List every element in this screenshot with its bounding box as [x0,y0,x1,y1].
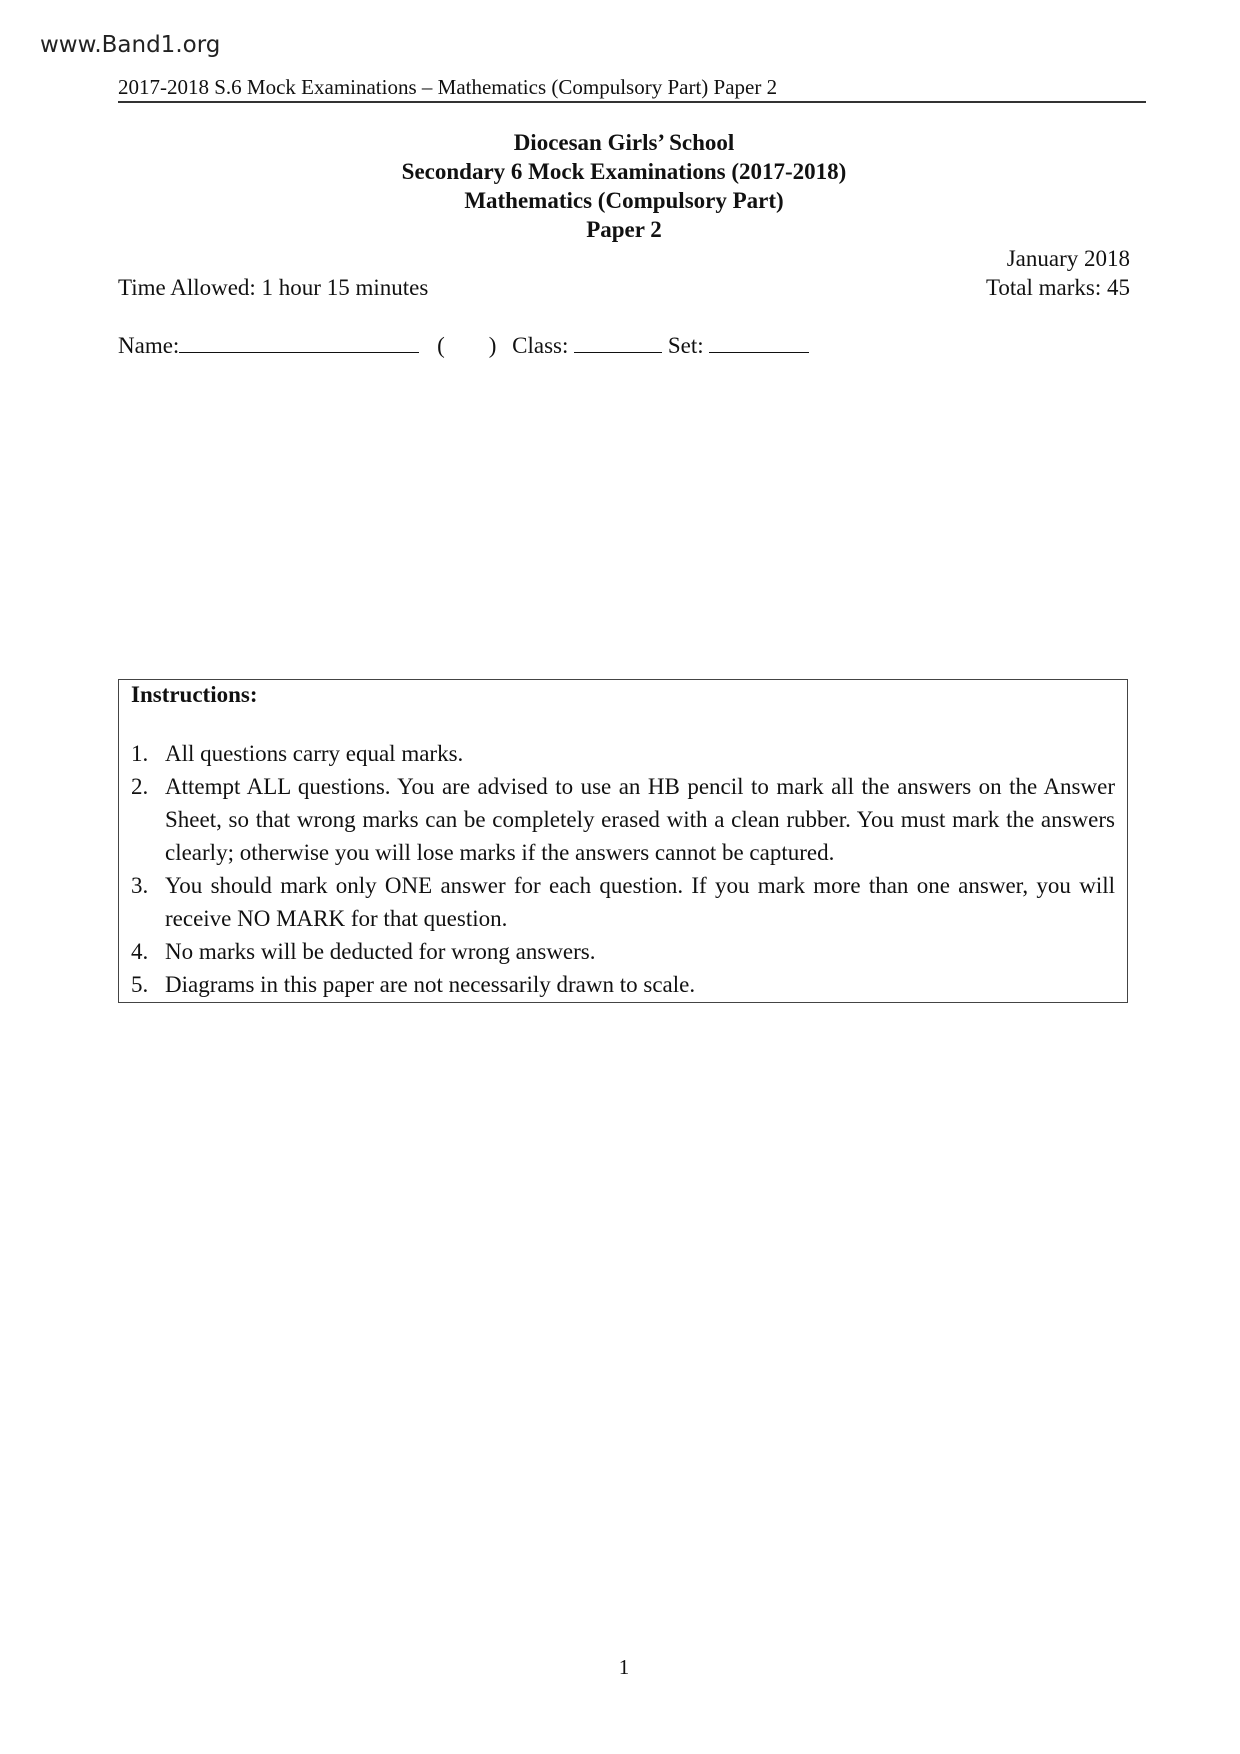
watermark-url: www.Band1.org [40,32,221,58]
class-number-close: ) [488,333,497,358]
class-number-open: ( [437,333,445,358]
instructions-heading: Instructions: [131,682,258,707]
instruction-item [131,968,1115,1001]
item-text: Attempt ALL questions. You are advised to use an HB pencil to mark all the answers on the Answer Sheet, so that wrong marks can be completely erased with a clean rubber. You must mark the answers clearly; otherwise you will lose marks if the answers cannot be captured. [165,774,1115,865]
item-number: 5. [131,972,149,997]
item-text: No marks will be deducted for wrong answers. [165,939,596,964]
total-marks: Total marks: 45 [985,275,1130,300]
item-number: 4. [131,939,149,964]
class-blank[interactable] [574,332,662,353]
set-blank[interactable] [709,332,809,353]
item-text: You should mark only ONE answer for each question. If you mark more than one answer, you will receive NO MARK for that question. [165,873,1115,931]
instruction-item [131,737,1115,770]
running-header: 2017-2018 S.6 Mock Examinations – Mathematics (Compulsory Part) Paper 2 [118,75,778,99]
item-text: Diagrams in this paper are not necessarily drawn to scale. [165,972,696,997]
instruction-item [131,770,1115,869]
instructions-box [118,679,1128,1003]
instructions-list [131,737,1115,1001]
item-number: 2. [131,774,149,799]
item-text: All questions carry equal marks. [165,741,464,766]
class-label: Class: [512,333,569,358]
time-allowed: Time Allowed: 1 hour 15 minutes [118,275,429,300]
name-label: Name: [118,333,180,358]
student-info-line [118,332,809,359]
subject-title: Mathematics (Compulsory Part) [464,188,784,213]
item-number: 3. [131,873,149,898]
instruction-item [131,935,1115,968]
page-number: 1 [618,1655,630,1679]
item-number: 1. [131,741,149,766]
instruction-item [131,869,1115,935]
school-name: Diocesan Girls’ School [513,130,735,155]
exam-date: January 2018 [1006,246,1130,271]
header-divider [118,101,1146,103]
paper-title: Paper 2 [586,217,662,242]
exam-title: Secondary 6 Mock Examinations (2017-2018) [401,159,847,184]
name-blank[interactable] [179,332,419,353]
set-label: Set: [667,333,704,358]
